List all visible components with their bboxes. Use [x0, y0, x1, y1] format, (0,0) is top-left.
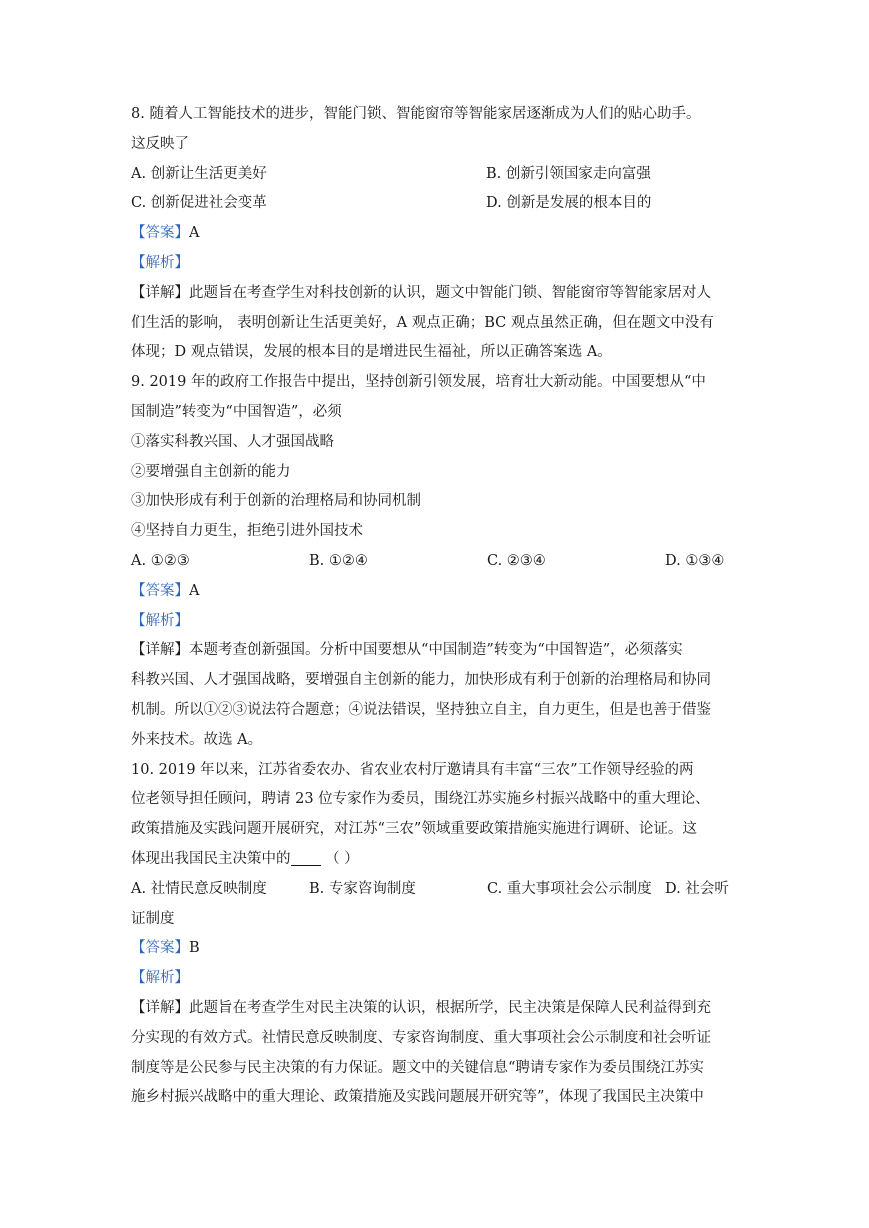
q8-option-b: B. 创新引领国家走向富强 [486, 165, 651, 182]
q8-option-d: D. 创新是发展的根本目的 [486, 195, 652, 212]
q8-detail-line-1 [131, 279, 741, 309]
q10-stem-line-3: 政策措施及实践问题开展研究，对江苏“三农”领域重要政策措施实施进行调研、论证。这 [131, 821, 697, 838]
answer-tag: 【答案】 [131, 582, 189, 599]
q9-detail-line-3: 机制。所以①②③说法符合题意；④说法错误，坚持独立自主，自力更生，但是也善于借鉴 [131, 701, 711, 718]
stem-text: 体现出我国民主决策中的 [131, 850, 291, 867]
q10-option-d-continued: 证制度 [131, 910, 175, 927]
q8-option-a: A. 创新让生活更美好 [131, 165, 267, 182]
q10-detail-line-2: 分实现的有效方式。社情民意反映制度、专家咨询制度、重大事项社会公示制度和社会听证 [131, 1029, 711, 1046]
q9-answer [131, 577, 741, 607]
q10-option-b: B. 专家咨询制度 [309, 880, 416, 897]
answer-value: A [189, 582, 200, 599]
q10-options-row [131, 875, 741, 905]
q8-answer [131, 219, 741, 249]
answer-blank [291, 849, 321, 866]
q9-item-1: ①落实科教兴国、人才强国战略 [131, 433, 334, 450]
q10-answer [131, 934, 741, 964]
q9-option-d: D. ①③④ [665, 552, 725, 569]
q8-analysis [131, 249, 741, 279]
analysis-tag: 【解析】 [131, 970, 189, 987]
detail-tag: 【详解】 [131, 999, 189, 1016]
answer-paren: （ ） [320, 850, 359, 867]
q9-detail-line-2: 科教兴国、人才强国战略，要增强自主创新的能力，加快形成有利于创新的治理格局和协同 [131, 672, 711, 689]
q10-detail-line-3: 制度等是公民参与民主决策的有力保证。题文中的关键信息“聘请专家作为委员围绕江苏实 [131, 1059, 704, 1076]
q8-stem-line-1: 8. 随着人工智能技术的进步，智能门锁、智能窗帘等智能家居逐渐成为人们的贴心助手。 [131, 106, 701, 122]
q9-detail-line-4: 外来技术。故选 A。 [131, 731, 263, 748]
q9-option-a: A. ①②③ [131, 552, 190, 569]
q8-stem-line-2: 这反映了 [131, 135, 189, 152]
q8-options-row-1 [131, 160, 741, 190]
q9-item-3: ③加快形成有利于创新的治理格局和协同机制 [131, 493, 421, 510]
q10-stem-line-1: 10. 2019 年以来，江苏省委农办、省农业农村厅邀请具有丰富“三农”工作领导经验的两 [131, 761, 694, 778]
q10-stem-line-4 [131, 845, 741, 875]
q8-detail-line-3: 体现；D 观点错误，发展的根本目的是增进民生福祉，所以正确答案选 A。 [131, 344, 612, 361]
detail-text: 本题考查创新强国。分析中国要想从“中国制造”转变为“中国智造”，必须落实 [189, 642, 683, 659]
q9-item-2: ②要增强自主创新的能力 [131, 463, 291, 480]
q9-stem-line-2: 国制造”转变为“中国智造”，必须 [131, 403, 342, 420]
q9-stem-line-1: 9. 2019 年的政府工作报告中提出，坚持创新引领发展，培育壮大新动能。中国要想从“中 [131, 374, 706, 391]
q9-item-4: ④坚持自力更生，拒绝引进外国技术 [131, 523, 363, 540]
document-page [131, 100, 741, 1113]
q8-options-row-2 [131, 189, 741, 219]
q8-option-c: C. 创新促进社会变革 [131, 195, 267, 212]
q10-detail-line-1 [131, 994, 741, 1024]
detail-text: 此题旨在考查学生对民主决策的认识，根据所学，民主决策是保障人民利益得到充 [189, 999, 711, 1016]
q9-analysis [131, 607, 741, 637]
detail-tag: 【详解】 [131, 642, 189, 659]
answer-value: B [189, 940, 200, 957]
q10-option-c: C. 重大事项社会公示制度 [487, 880, 652, 897]
q9-detail-line-1 [131, 636, 741, 666]
q10-analysis [131, 964, 741, 994]
answer-tag: 【答案】 [131, 940, 189, 957]
q9-options-row [131, 547, 741, 577]
detail-text: 此题旨在考查学生对科技创新的认识，题文中智能门锁、智能窗帘等智能家居对人 [189, 284, 711, 301]
q9-option-b: B. ①②④ [309, 552, 368, 569]
q10-stem-line-2: 位老领导担任顾问，聘请 23 位专家作为委员，围绕江苏实施乡村振兴战略中的重大理论、 [131, 791, 710, 808]
detail-tag: 【详解】 [131, 284, 189, 301]
answer-value: A [189, 225, 200, 242]
q10-detail-line-4: 施乡村振兴战略中的重大理论、政策措施及实践问题展开研究等”，体现了我国民主决策中 [131, 1089, 704, 1106]
analysis-tag: 【解析】 [131, 254, 189, 271]
q9-option-c: C. ②③④ [487, 552, 546, 569]
q10-option-a: A. 社情民意反映制度 [131, 880, 267, 897]
q8-detail-line-2: 们生活的影响， 表明创新让生活更美好，A 观点正确；BC 观点虽然正确，但在题文中没有 [131, 314, 714, 331]
analysis-tag: 【解析】 [131, 612, 189, 629]
answer-tag: 【答案】 [131, 225, 189, 242]
q10-option-d: D. 社会听 [665, 880, 729, 897]
